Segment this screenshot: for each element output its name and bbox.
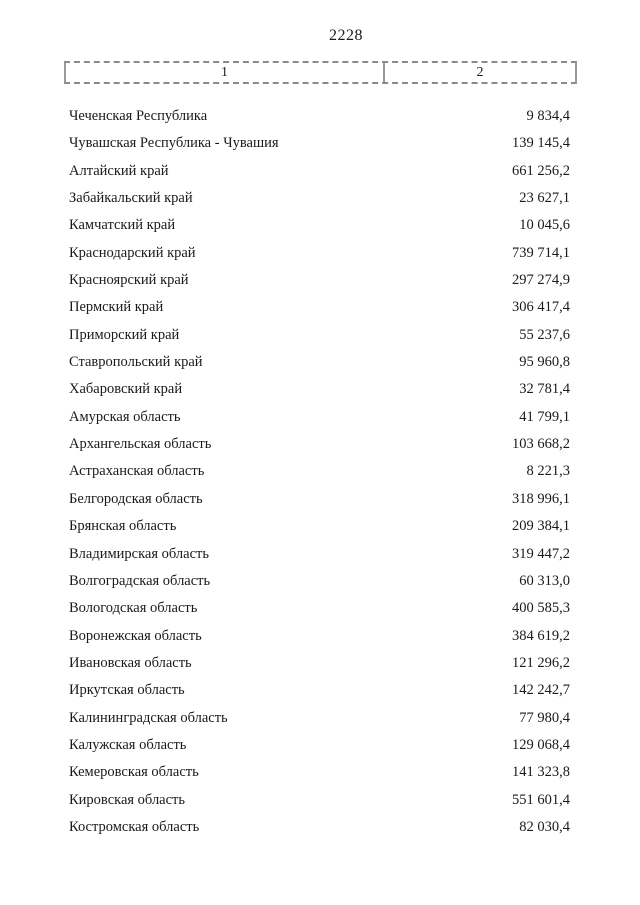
table-row bbox=[64, 436, 577, 463]
table-row bbox=[64, 190, 577, 217]
table-row bbox=[64, 135, 577, 162]
region-value: 400 585,3 bbox=[512, 600, 570, 617]
region-value: 139 145,4 bbox=[512, 135, 570, 152]
table-row bbox=[64, 217, 577, 244]
region-value: 209 384,1 bbox=[512, 518, 570, 535]
region-name: Воронежская область bbox=[69, 627, 202, 644]
region-name: Иркутская область bbox=[69, 682, 185, 699]
region-name: Пермский край bbox=[69, 299, 164, 316]
region-name: Калужская область bbox=[69, 736, 187, 753]
region-value: 60 313,0 bbox=[519, 572, 570, 589]
table-header-row bbox=[64, 61, 577, 84]
region-name: Краснодарский край bbox=[69, 244, 196, 261]
page-number: 2228 bbox=[329, 27, 363, 44]
region-value: 23 627,1 bbox=[519, 190, 570, 207]
column-header-1: 1 bbox=[66, 63, 385, 82]
region-value: 10 045,6 bbox=[519, 217, 570, 234]
region-name: Волгоградская область bbox=[69, 572, 211, 589]
table-row bbox=[64, 764, 577, 791]
table-row bbox=[64, 463, 577, 490]
region-value: 55 237,6 bbox=[519, 326, 570, 343]
table-row bbox=[64, 737, 577, 764]
region-name: Красноярский край bbox=[69, 272, 189, 289]
region-name: Ивановская область bbox=[69, 654, 192, 671]
table-row bbox=[64, 819, 577, 846]
region-name: Костромская область bbox=[69, 818, 200, 835]
region-name: Калининградская область bbox=[69, 709, 228, 726]
column-header-2: 2 bbox=[476, 64, 484, 80]
region-name: Чувашская Республика - Чувашия bbox=[69, 135, 279, 152]
table-row bbox=[64, 792, 577, 819]
region-value: 142 242,7 bbox=[512, 682, 570, 699]
region-name: Владимирская область bbox=[69, 545, 209, 562]
region-name: Чеченская Республика bbox=[69, 108, 208, 124]
region-name: Белгородская область bbox=[69, 490, 203, 507]
table-row bbox=[64, 655, 577, 682]
table-row bbox=[64, 272, 577, 299]
table-row bbox=[64, 245, 577, 272]
region-value: 551 601,4 bbox=[512, 791, 570, 808]
table-row bbox=[64, 682, 577, 709]
region-name: Алтайский край bbox=[69, 162, 169, 179]
region-value: 739 714,1 bbox=[512, 244, 570, 261]
region-name: Ставропольский край bbox=[69, 354, 203, 371]
region-value: 121 296,2 bbox=[512, 654, 570, 671]
table-row bbox=[64, 573, 577, 600]
region-value: 77 980,4 bbox=[519, 709, 570, 726]
region-name: Архангельская область bbox=[69, 436, 212, 453]
region-value: 384 619,2 bbox=[512, 627, 570, 644]
region-value: 306 417,4 bbox=[512, 299, 570, 316]
region-value: 32 781,4 bbox=[519, 381, 570, 398]
region-value: 318 996,1 bbox=[512, 490, 570, 507]
region-value: 41 799,1 bbox=[519, 408, 570, 425]
table-row bbox=[64, 299, 577, 326]
region-name: Кировская область bbox=[69, 791, 186, 808]
region-name: Забайкальский край bbox=[69, 190, 193, 207]
region-name: Брянская область bbox=[69, 518, 177, 535]
table-row bbox=[64, 710, 577, 737]
region-value: 9 834,4 bbox=[526, 108, 570, 124]
table-row bbox=[64, 546, 577, 573]
table-row bbox=[64, 491, 577, 518]
region-value: 297 274,9 bbox=[512, 272, 570, 289]
table-row bbox=[64, 409, 577, 436]
table-row bbox=[64, 108, 577, 135]
region-name: Вологодская область bbox=[69, 600, 198, 617]
table-row bbox=[64, 628, 577, 655]
region-name: Астраханская область bbox=[69, 463, 205, 480]
region-value: 661 256,2 bbox=[512, 162, 570, 179]
region-value: 82 030,4 bbox=[519, 818, 570, 835]
region-value: 95 960,8 bbox=[519, 354, 570, 371]
table-row bbox=[64, 163, 577, 190]
table-row bbox=[64, 327, 577, 354]
region-name: Камчатский край bbox=[69, 217, 176, 234]
region-name: Хабаровский край bbox=[69, 381, 183, 398]
region-rows-list bbox=[64, 108, 577, 846]
table-row bbox=[64, 354, 577, 381]
region-name: Кемеровская область bbox=[69, 764, 199, 781]
region-value: 129 068,4 bbox=[512, 736, 570, 753]
table-row bbox=[64, 518, 577, 545]
region-value: 103 668,2 bbox=[512, 436, 570, 453]
region-value: 8 221,3 bbox=[526, 463, 570, 480]
table-row bbox=[64, 381, 577, 408]
region-name: Приморский край bbox=[69, 326, 180, 343]
table-row bbox=[64, 600, 577, 627]
region-name: Амурская область bbox=[69, 408, 181, 425]
region-value: 141 323,8 bbox=[512, 764, 570, 781]
region-value: 319 447,2 bbox=[512, 545, 570, 562]
